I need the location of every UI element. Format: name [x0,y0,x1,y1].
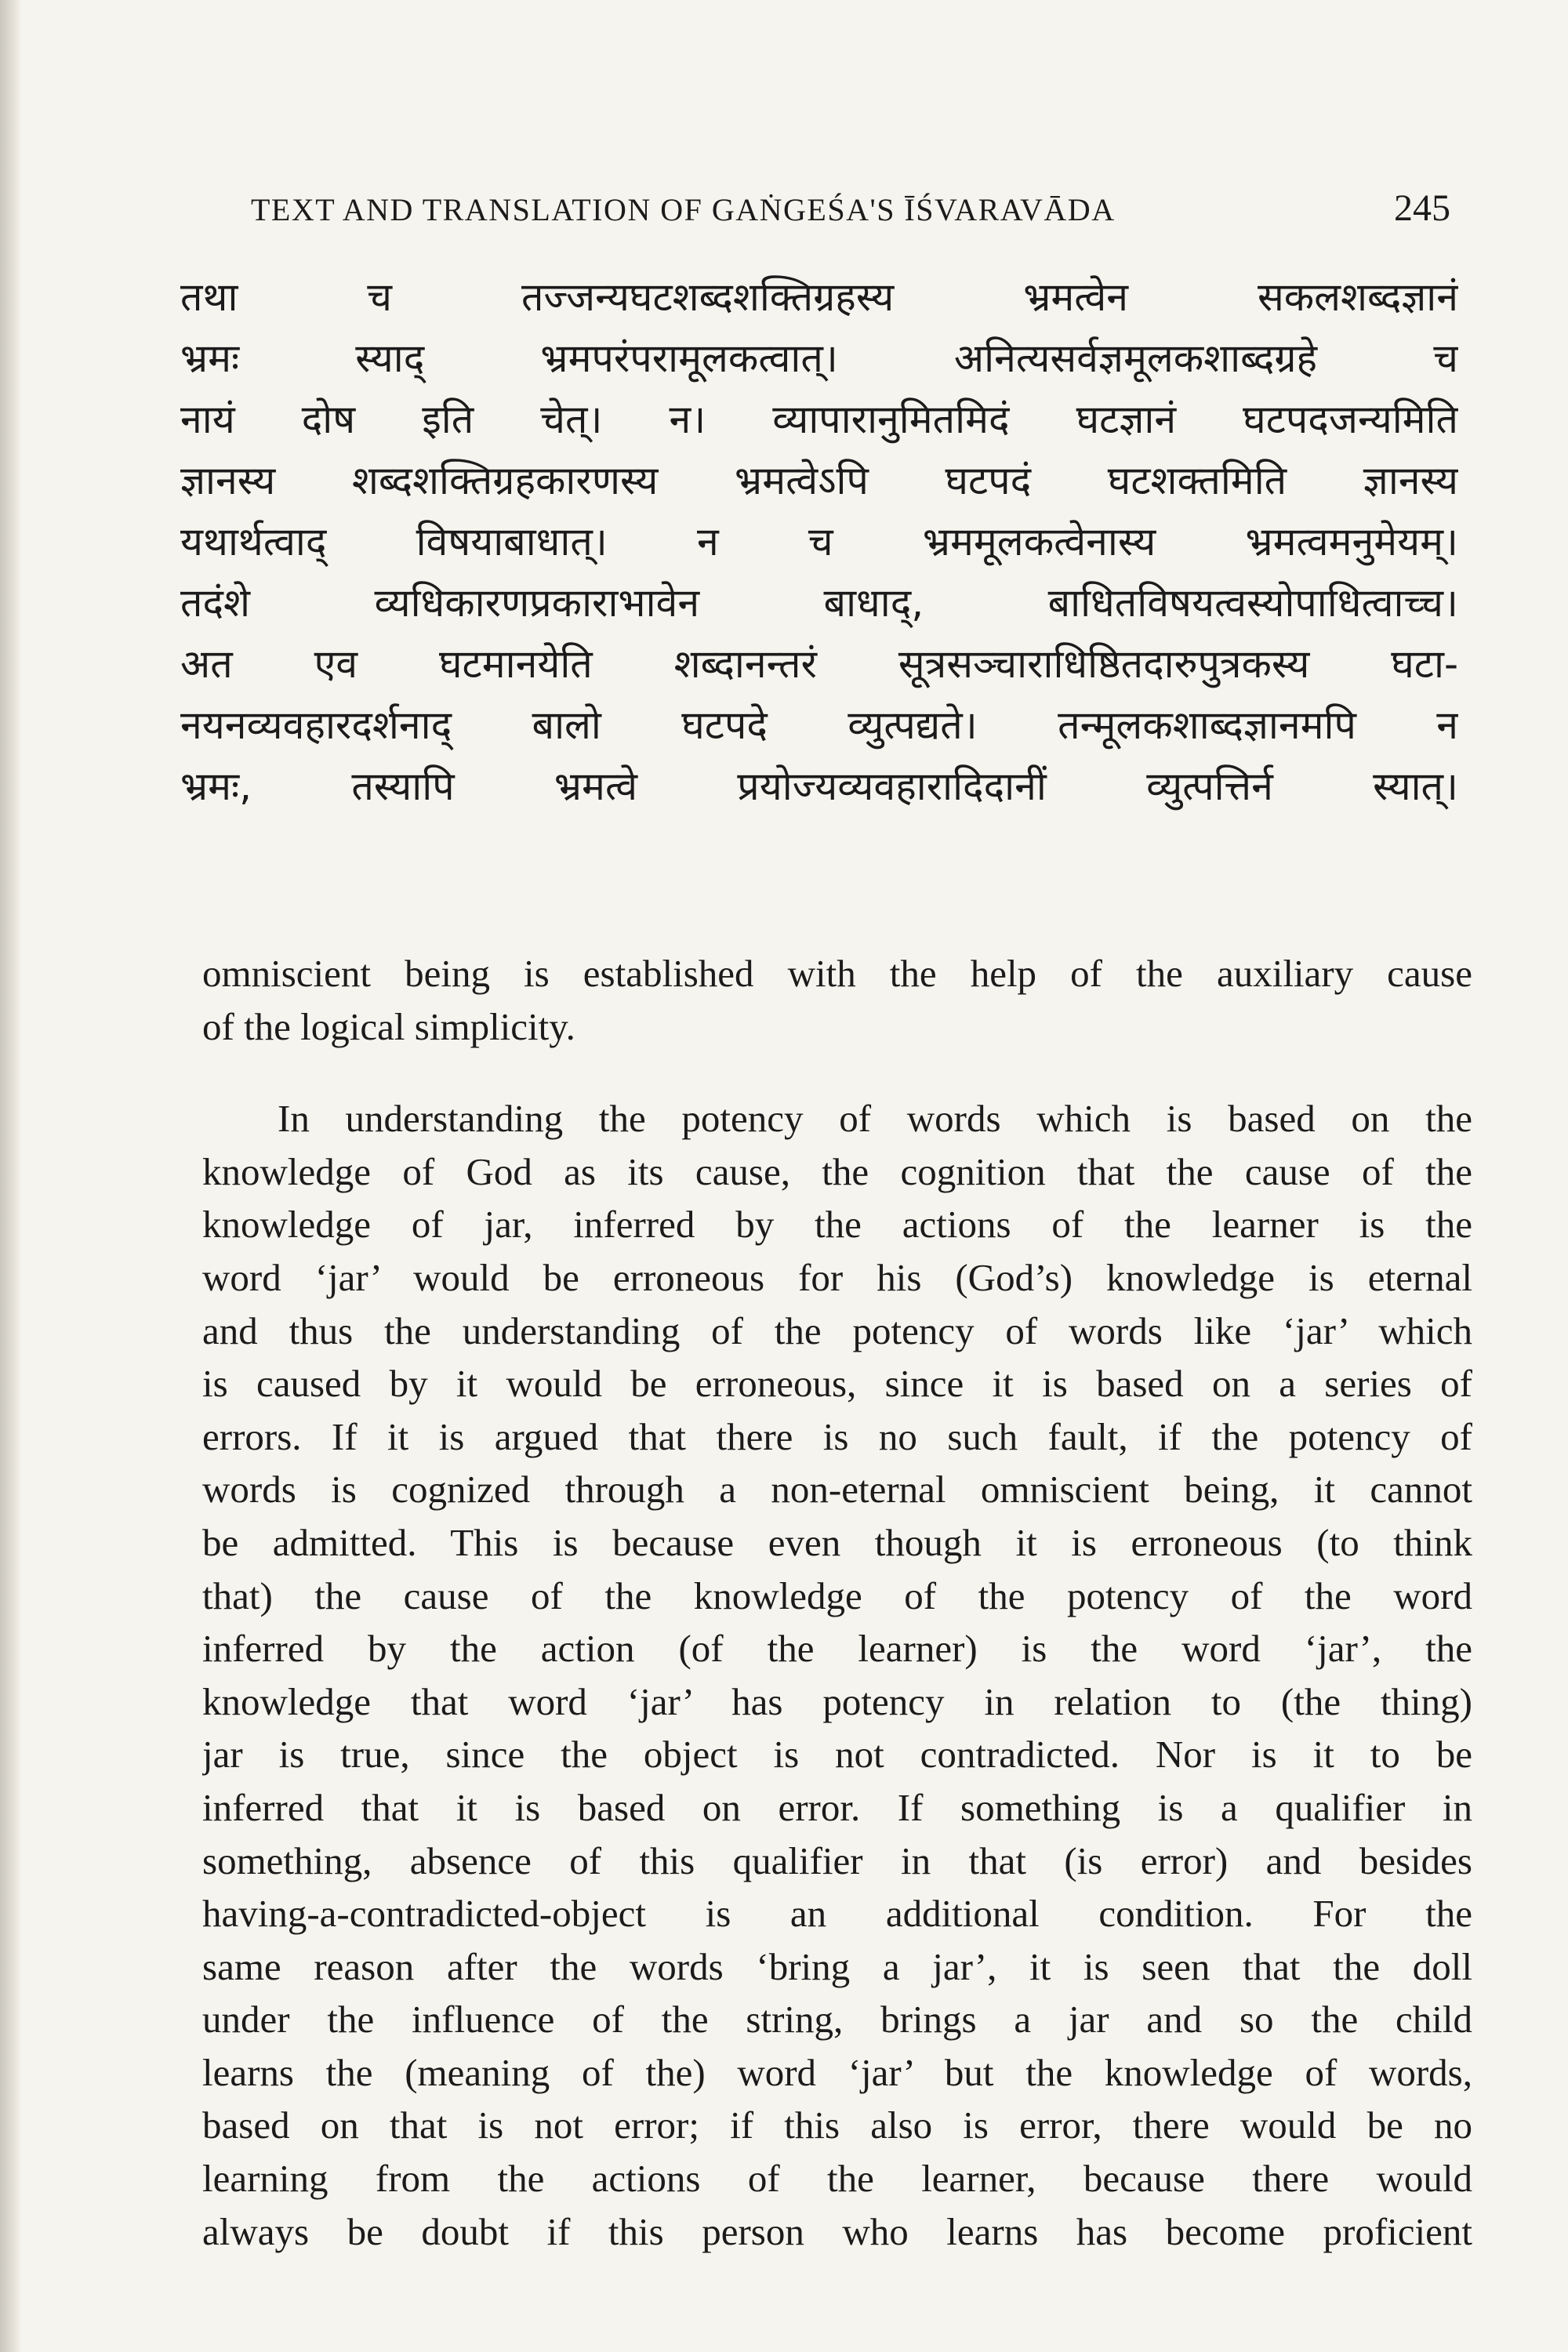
sanskrit-line: भ्रमः स्याद् भ्रमपरंपरामूलकत्वात्। अनित्यसर्वज्ञमूलकशाब्दग्रहे च [180,336,1458,381]
text-line: knowledge of jar, inferred by the actions of the learner is the [202,1203,1472,1247]
page-edge-shadow [0,0,22,2352]
text-line: of the logical simplicity. [202,1004,575,1048]
text-line: something, absence of this qualifier in that (is error) and besides [202,1838,1472,1882]
text-line: under the influence of the string, brings a jar and so the child [202,1998,1472,2042]
sanskrit-line: यथार्थत्वाद् विषयाबाधात्। न च भ्रममूलकत्वेनास्य भ्रमत्वमनुमेयम्। [180,519,1458,564]
text-line: always be doubt if this person who learns has become proficient [202,2209,1472,2253]
sanskrit-line: ज्ञानस्य शब्दशक्तिग्रहकारणस्य भ्रमत्वेऽपि घटपदं घटशक्तमिति ज्ञानस्य [180,458,1458,503]
text-line: jar is true, since the object is not contradicted. Nor is it to be [202,1733,1472,1777]
text-line: learning from the actions of the learner, because there would [202,2157,1472,2201]
text-line: knowledge that word ‘jar’ has potency in relation to (the thing) [202,1679,1472,1723]
page-header [251,187,1450,230]
text-line: errors. If it is argued that there is no such fault, if the potency of [202,1414,1472,1458]
sanskrit-line: भ्रमः, तस्यापि भ्रमत्वे प्रयोज्यव्यवहारादिदानीं व्युत्पत्तिर्न स्यात्। [180,764,1458,809]
text-line: In understanding the potency of words which is based on the [278,1097,1472,1141]
running-head: TEXT AND TRANSLATION OF GAṄGEŚA'S ĪŚVARAVĀDA [251,192,1116,227]
text-line: knowledge of God as its cause, the cognition that the cause of the [202,1149,1472,1193]
text-line: that) the cause of the knowledge of the potency of the word [202,1573,1472,1617]
text-line: inferred by the action (of the learner) is the word ‘jar’, the [202,1627,1472,1671]
text-line: word ‘jar’ would be erroneous for his (God’s) knowledge is eternal [202,1255,1472,1299]
sanskrit-line: नयनव्यवहारदर्शनाद् बालो घटपदे व्युत्पद्यते। तन्मूलकशाब्दज्ञानमपि न [180,702,1458,748]
text-line: learns the (meaning of the) word ‘jar’ but the knowledge of words, [202,2050,1472,2094]
sanskrit-line: नायं दोष इति चेत्। न। व्यापारानुमितमिदं घटज्ञानं घटपदजन्यमिति [180,397,1458,442]
page-number: 245 [1394,187,1450,229]
sanskrit-line: तथा च तज्जन्यघटशब्दशक्तिग्रहस्य भ्रमत्वेन सकलशब्दज्ञानं [180,274,1458,320]
text-line: same reason after the words ‘bring a jar’, it is seen that the doll [202,1944,1472,1988]
text-line: be admitted. This is because even though it is erroneous (to think [202,1520,1472,1564]
text-line: and thus the understanding of the potency of words like ‘jar’ which [202,1308,1472,1352]
sanskrit-line: तदंशे व्यधिकारणप्रकाराभावेन बाधाद्, बाधितविषयत्वस्योपाधित्वाच्च। [180,580,1458,626]
sanskrit-text-block [180,267,1458,817]
text-line: is caused by it would be erroneous, since it is based on a series of [202,1362,1472,1406]
text-line: having-a-contradicted-object is an additional condition. For the [202,1892,1472,1936]
text-line: words is cognized through a non-eternal omniscient being, it cannot [202,1468,1472,1512]
paragraph-understanding-potency [202,1092,1472,2258]
text-line: omniscient being is established with the help of the auxiliary cause [202,952,1472,995]
text-line: inferred that it is based on error. If something is a qualifier in [202,1785,1472,1829]
english-translation [202,947,1472,2258]
sanskrit-line: अत एव घटमानयेति शब्दानन्तरं सूत्रसञ्चाराधिष्ठितदारुपुत्रकस्य घटा- [180,641,1458,687]
paragraph-continuation [202,947,1472,1053]
text-line: based on that is not error; if this also is error, there would be no [202,2103,1472,2147]
